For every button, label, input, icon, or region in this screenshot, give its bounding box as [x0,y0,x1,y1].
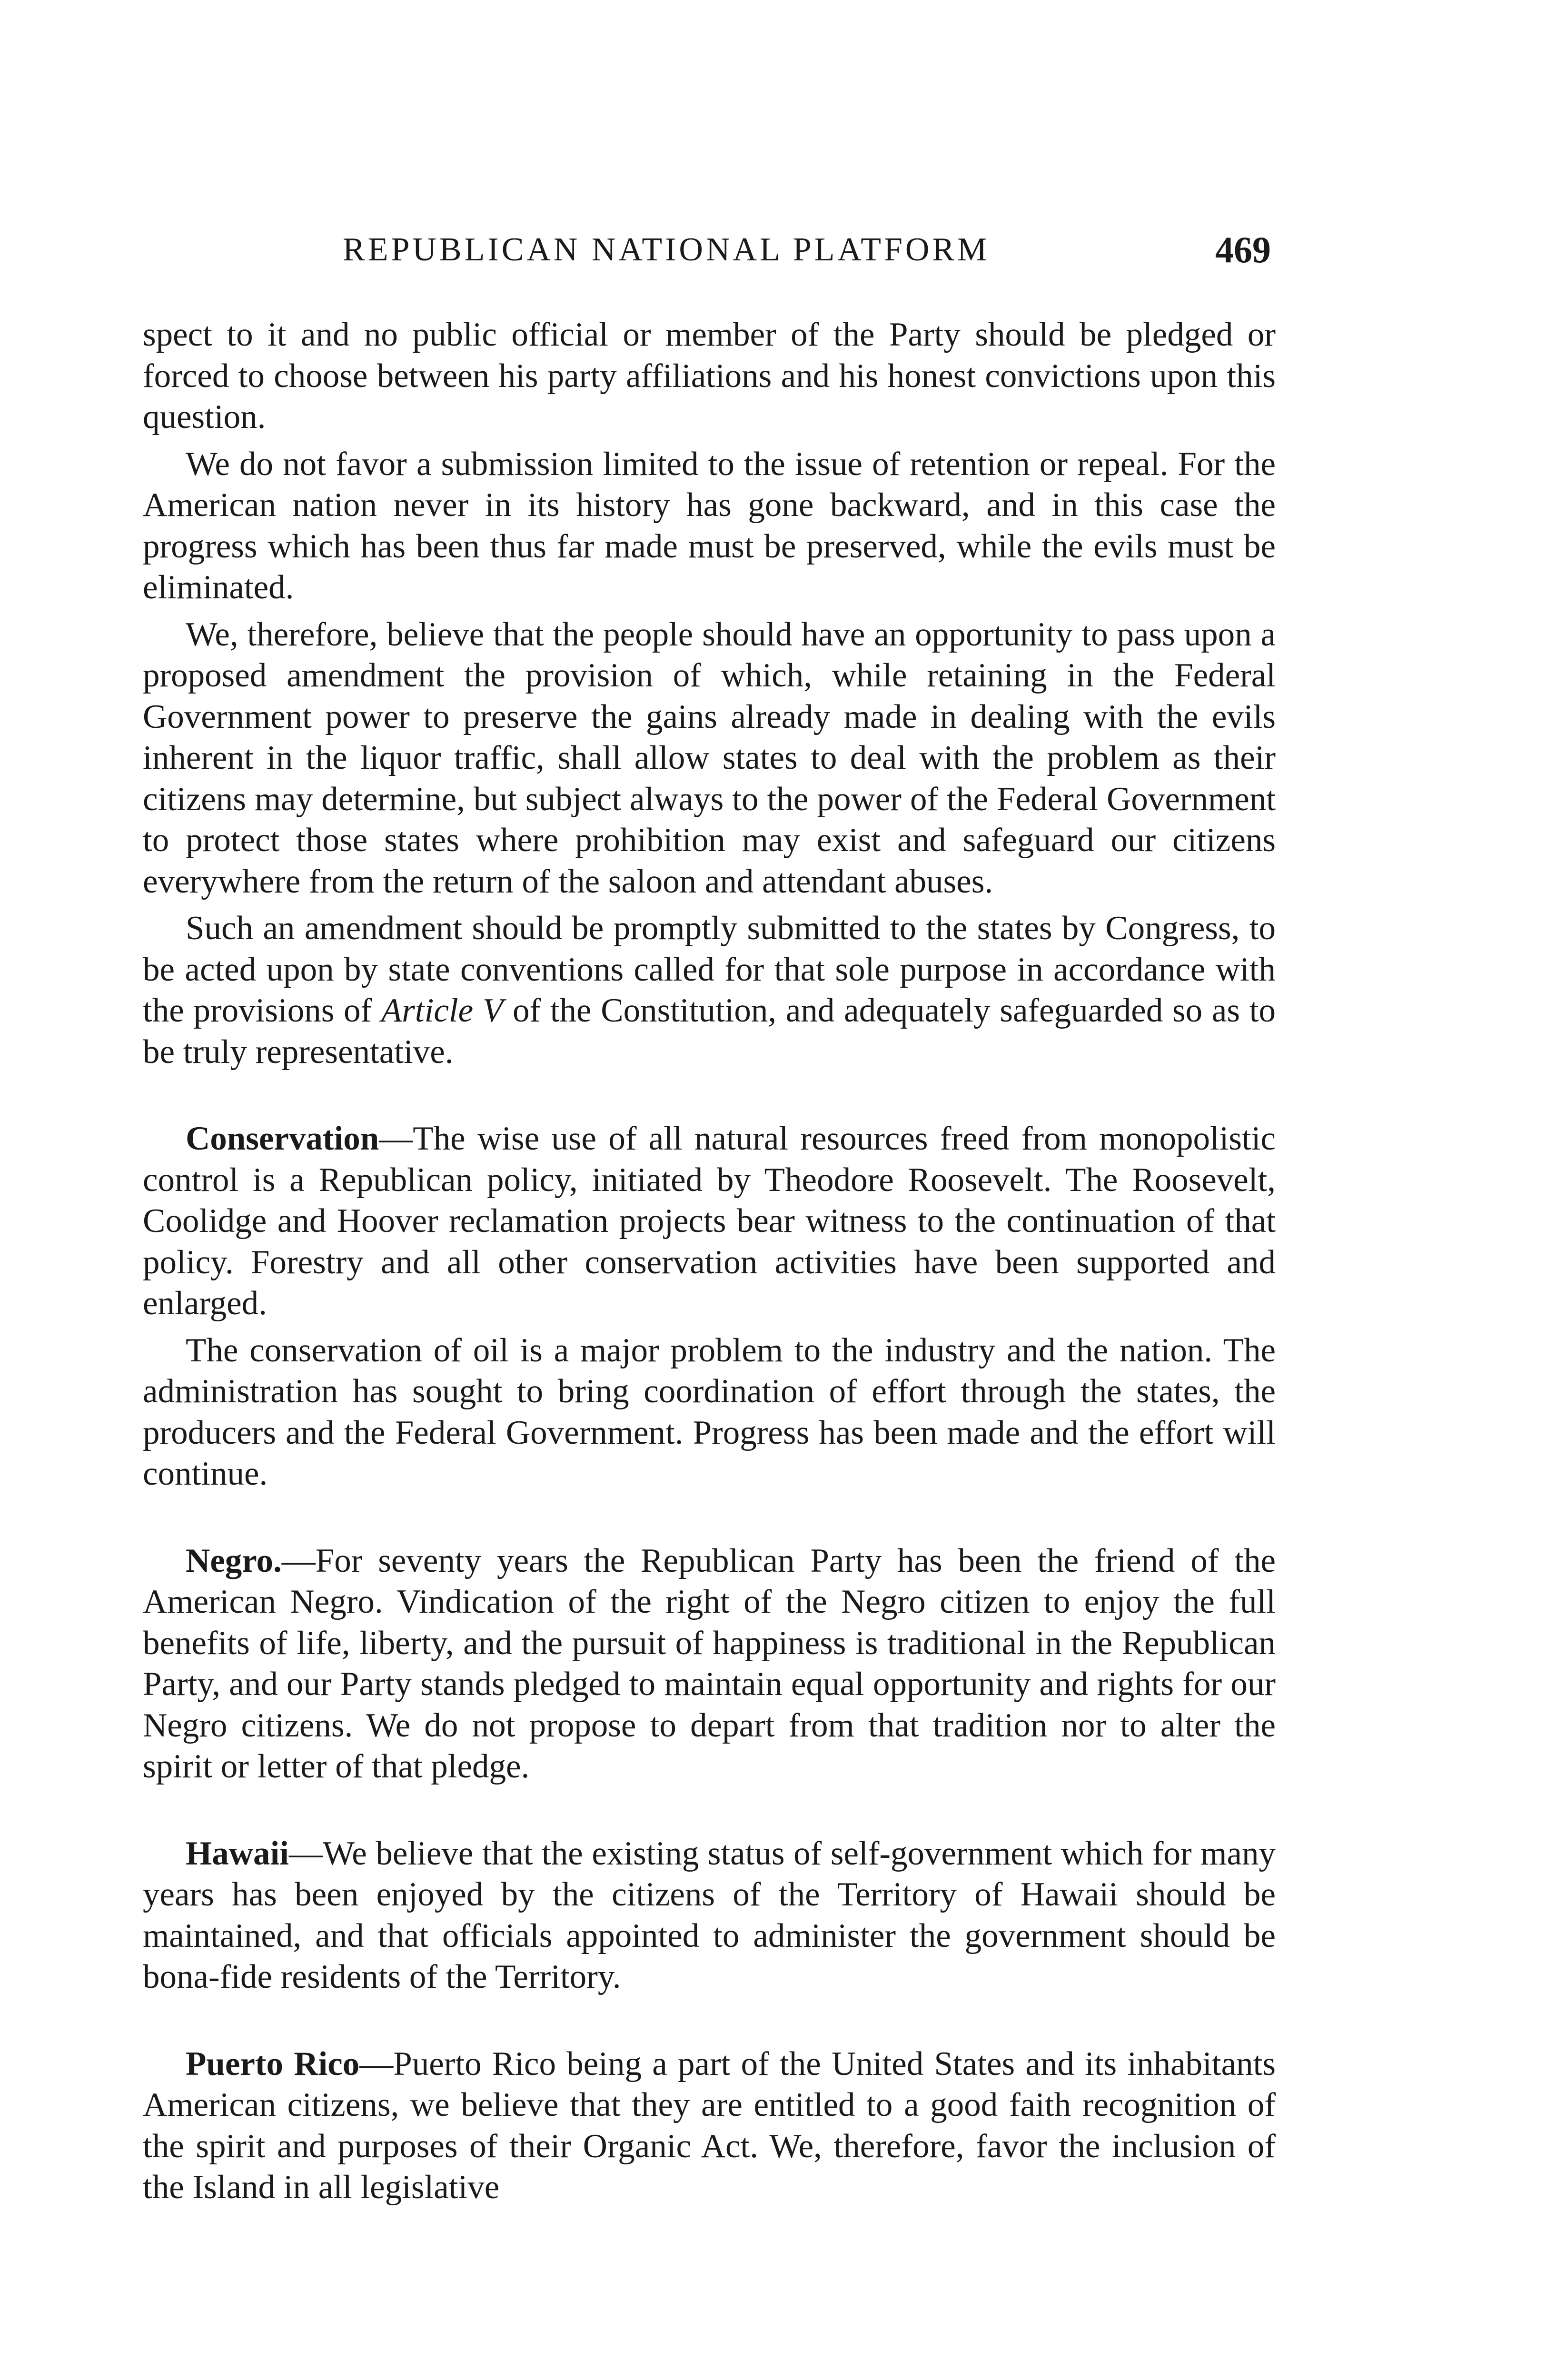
paragraph-oil-conservation: The conservation of oil is a major problem to the industry and the nation. The administration has sought to bring coordination of effort through the states, the producers and the Federal Government. Progress has been made and the effort will continue. [143,1331,1276,1492]
section-text: —For seventy years the Republican Party has been the friend of the American Negro. Vindication of the right of the Negro citizen to enjoy the full benefits of life, liberty, and the pursuit of happiness is traditional in the Republican Party, and our Party stands pledged to maintain equal opportunity and rights for our Negro citizens. We do not propose to depart from that tradition nor to alter the spirit or letter of that pledge. [143,1542,1276,1785]
section-negro [143,1540,1276,1787]
section-heading-puerto-rico: Puerto Rico [186,2045,360,2082]
paragraph-repeal: We do not favor a submission limited to the issue of retention or repeal. For the American nation never in its history has gone backward, and in this case the progress which has been thus far made must be preserved, while the evils must be eliminated. [143,445,1276,606]
section-puerto-rico [143,2043,1276,2208]
running-head: REPUBLICAN NATIONAL PLATFORM [343,231,990,268]
section-heading-hawaii: Hawaii [186,1835,289,1872]
section-conservation [143,1118,1276,1324]
page-number: 469 [1215,229,1271,270]
section-heading-conservation: Conservation [186,1120,379,1157]
section-text: —We believe that the existing status of self-government which for many years has been enjoyed by the citizens of the Territory of Hawaii should be maintained, and that officials appointed to administer the government should be bona-fide residents of the Territory. [143,1835,1276,1995]
section-text: —Puerto Rico being a part of the United States and its inhabitants American citizens, we believe that they are entitled to a good faith recognition of the spirit and purposes of their Organic Act. We, therefore, favor the inclusion of the Island in all legislative [143,2045,1276,2206]
page-header [143,224,1276,276]
section-heading-negro: Negro. [186,1542,282,1579]
paragraph-amendment-submission [143,908,1276,1072]
paragraph-amendment-proposal: We, therefore, believe that the people should have an opportunity to pass upon a proposed amendment the provision of which, while retaining in the Federal Government power to preserve the gains already made in dealing with the evils inherent in the liquor traffic, shall allow states to deal with the problem as their citizens may determine, but subject always to the power of the Federal Government to protect those states where prohibition may exist and safeguard our citizens everywhere from the return of the saloon and attendant abuses. [143,615,1276,900]
article-reference: Article V [381,992,504,1029]
section-text: —The wise use of all natural resources freed from monopolistic control is a Republican policy, initiated by Theodore Roosevelt. The Roosevelt, Coolidge and Hoover reclamation projects bear witness to the continuation of that policy. Forestry and all other conservation activities have been supported and enlarged. [143,1120,1276,1322]
paragraph-continuation: spect to it and no public official or member of the Party should be pledged or forced to choose between his party affiliations and his honest convictions upon this question. [143,316,1276,436]
section-hawaii [143,1833,1276,1998]
body-text [143,314,1276,2214]
paragraph-text: of the Constitution, and adequately safeguarded so as to be truly representative. [143,992,1276,1071]
paragraph-text: Such an amendment should be promptly submitted to the states by Congress, to be acted upon by state conventions called for that sole purpose in accordance with the provisions of [143,910,1276,1029]
